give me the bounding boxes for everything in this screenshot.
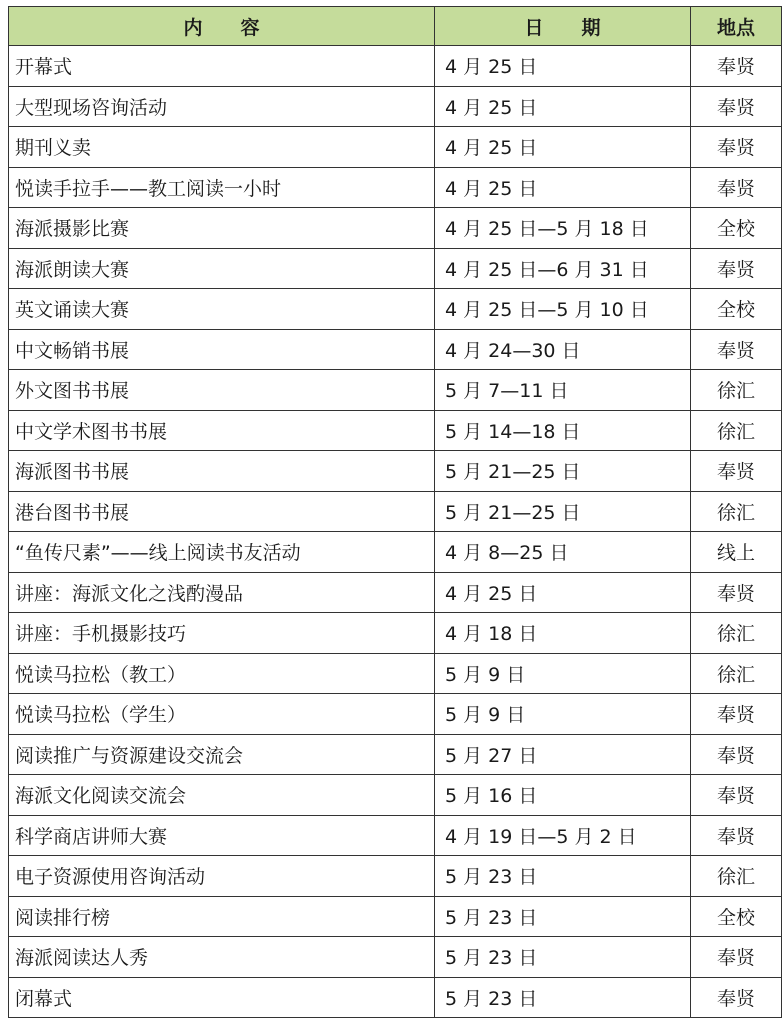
event-date-cell: 5 月 27 日 (435, 734, 691, 775)
event-date-cell: 5 月 16 日 (435, 775, 691, 816)
event-date-cell: 4 月 25 日—5 月 18 日 (435, 208, 691, 249)
table-row (9, 613, 782, 654)
header-content: 内 容 (9, 7, 435, 46)
event-name-cell: 英文诵读大赛 (9, 289, 435, 330)
event-date-cell: 5 月 21—25 日 (435, 491, 691, 532)
event-name-cell: 海派图书书展 (9, 451, 435, 492)
table-row (9, 86, 782, 127)
event-place-cell: 奉贤 (691, 734, 782, 775)
table-row (9, 572, 782, 613)
event-place-cell: 徐汇 (691, 370, 782, 411)
event-place-cell: 奉贤 (691, 815, 782, 856)
table-row (9, 815, 782, 856)
event-date-cell: 4 月 8—25 日 (435, 532, 691, 573)
event-date-cell: 4 月 25 日 (435, 86, 691, 127)
event-place-cell: 奉贤 (691, 572, 782, 613)
table-row (9, 289, 782, 330)
event-place-cell: 线上 (691, 532, 782, 573)
event-name-cell: 电子资源使用咨询活动 (9, 856, 435, 897)
event-date-cell: 5 月 9 日 (435, 694, 691, 735)
table-row (9, 329, 782, 370)
event-date-cell: 4 月 25 日 (435, 572, 691, 613)
header-date: 日 期 (435, 7, 691, 46)
event-name-cell: 中文学术图书书展 (9, 410, 435, 451)
table-row (9, 532, 782, 573)
event-name-cell: 讲座：海派文化之浅酌漫品 (9, 572, 435, 613)
event-place-cell: 徐汇 (691, 856, 782, 897)
schedule-table-container (8, 6, 781, 1018)
event-date-cell: 4 月 19 日—5 月 2 日 (435, 815, 691, 856)
table-row (9, 977, 782, 1018)
table-header (9, 7, 782, 46)
table-row (9, 127, 782, 168)
event-place-cell: 奉贤 (691, 248, 782, 289)
event-name-cell: 外文图书书展 (9, 370, 435, 411)
event-date-cell: 4 月 18 日 (435, 613, 691, 654)
event-date-cell: 5 月 7—11 日 (435, 370, 691, 411)
table-row (9, 937, 782, 978)
event-place-cell: 徐汇 (691, 491, 782, 532)
table-row (9, 451, 782, 492)
event-date-cell: 5 月 14—18 日 (435, 410, 691, 451)
table-row (9, 248, 782, 289)
event-date-cell: 5 月 23 日 (435, 977, 691, 1018)
event-name-cell: 海派摄影比赛 (9, 208, 435, 249)
table-row (9, 167, 782, 208)
event-place-cell: 全校 (691, 289, 782, 330)
event-date-cell: 4 月 25 日—6 月 31 日 (435, 248, 691, 289)
table-row (9, 208, 782, 249)
event-place-cell: 奉贤 (691, 86, 782, 127)
event-name-cell: 阅读推广与资源建设交流会 (9, 734, 435, 775)
event-place-cell: 奉贤 (691, 46, 782, 87)
table-row (9, 734, 782, 775)
event-name-cell: 海派阅读达人秀 (9, 937, 435, 978)
event-name-cell: 港台图书书展 (9, 491, 435, 532)
event-date-cell: 5 月 21—25 日 (435, 451, 691, 492)
event-place-cell: 奉贤 (691, 167, 782, 208)
event-place-cell: 奉贤 (691, 694, 782, 735)
header-place: 地点 (691, 7, 782, 46)
event-name-cell: 期刊义卖 (9, 127, 435, 168)
table-body (9, 46, 782, 1018)
event-place-cell: 徐汇 (691, 613, 782, 654)
table-row (9, 410, 782, 451)
table-row (9, 491, 782, 532)
event-date-cell: 4 月 25 日—5 月 10 日 (435, 289, 691, 330)
table-row (9, 856, 782, 897)
event-name-cell: 中文畅销书展 (9, 329, 435, 370)
event-schedule-table (8, 6, 782, 1018)
event-place-cell: 奉贤 (691, 329, 782, 370)
event-place-cell: 奉贤 (691, 937, 782, 978)
event-name-cell: 阅读排行榜 (9, 896, 435, 937)
event-date-cell: 5 月 23 日 (435, 937, 691, 978)
table-row (9, 370, 782, 411)
event-date-cell: 4 月 25 日 (435, 167, 691, 208)
event-place-cell: 奉贤 (691, 977, 782, 1018)
table-row (9, 896, 782, 937)
event-date-cell: 4 月 24—30 日 (435, 329, 691, 370)
event-place-cell: 奉贤 (691, 775, 782, 816)
event-place-cell: 奉贤 (691, 451, 782, 492)
event-name-cell: “鱼传尺素”——线上阅读书友活动 (9, 532, 435, 573)
table-row (9, 694, 782, 735)
table-row (9, 46, 782, 87)
event-name-cell: 海派朗读大赛 (9, 248, 435, 289)
event-place-cell: 全校 (691, 208, 782, 249)
event-place-cell: 奉贤 (691, 127, 782, 168)
event-place-cell: 全校 (691, 896, 782, 937)
event-date-cell: 5 月 23 日 (435, 896, 691, 937)
event-name-cell: 悦读马拉松（学生） (9, 694, 435, 735)
event-name-cell: 科学商店讲师大赛 (9, 815, 435, 856)
event-place-cell: 徐汇 (691, 410, 782, 451)
event-date-cell: 5 月 23 日 (435, 856, 691, 897)
table-row (9, 775, 782, 816)
event-date-cell: 4 月 25 日 (435, 46, 691, 87)
event-name-cell: 海派文化阅读交流会 (9, 775, 435, 816)
event-name-cell: 开幕式 (9, 46, 435, 87)
table-row (9, 653, 782, 694)
event-date-cell: 5 月 9 日 (435, 653, 691, 694)
event-name-cell: 大型现场咨询活动 (9, 86, 435, 127)
event-name-cell: 闭幕式 (9, 977, 435, 1018)
event-date-cell: 4 月 25 日 (435, 127, 691, 168)
event-name-cell: 悦读手拉手——教工阅读一小时 (9, 167, 435, 208)
event-place-cell: 徐汇 (691, 653, 782, 694)
event-name-cell: 悦读马拉松（教工） (9, 653, 435, 694)
event-name-cell: 讲座：手机摄影技巧 (9, 613, 435, 654)
header-row (9, 7, 782, 46)
